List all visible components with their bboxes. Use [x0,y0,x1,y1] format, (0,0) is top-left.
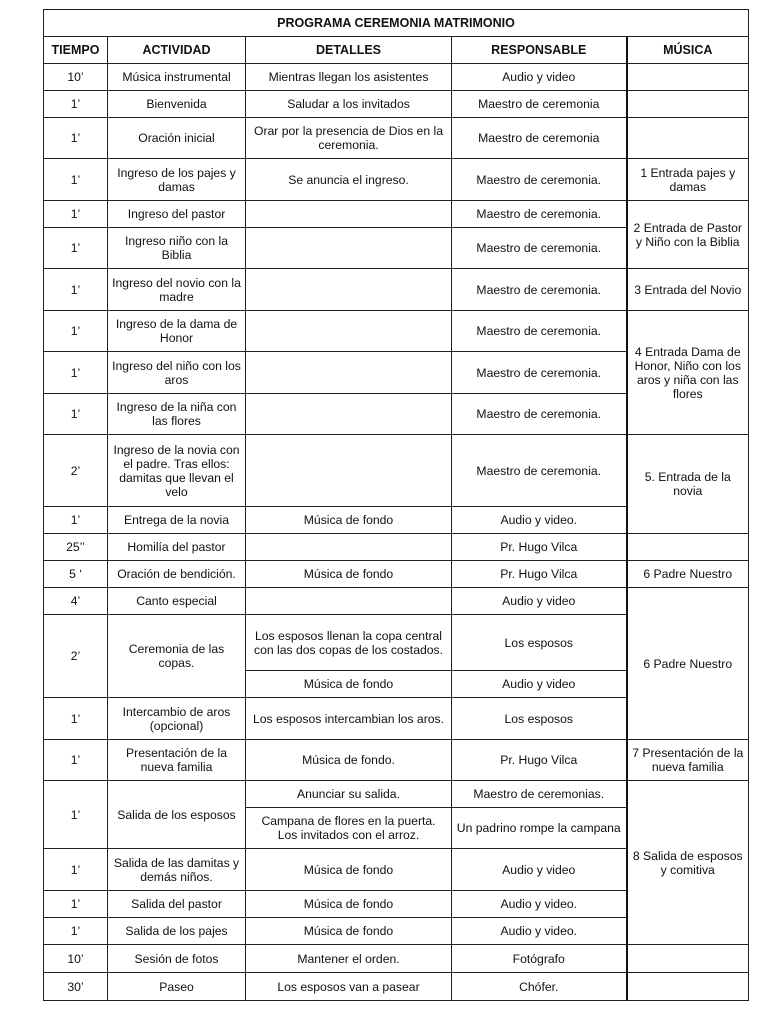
cell-responsable: Maestro de ceremonia. [452,269,627,311]
cell-detalles [246,228,452,269]
cell-musica: 6 Padre Nuestro [627,588,749,740]
cell-actividad: Ingreso del pastor [108,201,246,228]
table-row [44,201,749,228]
cell-detalles: Música de fondo [246,671,452,698]
cell-actividad: Ingreso de la novia con el padre. Tras ellos: damitas que llevan el velo [108,435,246,507]
cell-tiempo: 1’ [44,352,108,394]
cell-actividad: Intercambio de aros (opcional) [108,698,246,740]
table-row [44,91,749,118]
cell-actividad: Ingreso del niño con los aros [108,352,246,394]
cell-responsable: Audio y video [452,64,627,91]
cell-actividad: Ingreso de los pajes y damas [108,159,246,201]
header-detalles: DETALLES [246,37,452,64]
cell-musica: 4 Entrada Dama de Honor, Niño con los aros y niña con las flores [627,311,749,435]
cell-detalles [246,201,452,228]
cell-detalles [246,534,452,561]
table-row [44,781,749,808]
cell-responsable: Audio y video [452,849,627,891]
cell-responsable: Audio y video [452,671,627,698]
cell-tiempo: 30’ [44,973,108,1001]
cell-responsable: Maestro de ceremonia [452,118,627,159]
cell-responsable: Chófer. [452,973,627,1001]
header-musica: MÚSICA [627,37,749,64]
cell-musica [627,534,749,561]
cell-tiempo: 1’ [44,781,108,849]
cell-musica: 6 Padre Nuestro [627,561,749,588]
cell-actividad: Salida de los pajes [108,918,246,945]
table-row [44,64,749,91]
cell-responsable: Pr. Hugo Vilca [452,740,627,781]
cell-detalles: Orar por la presencia de Dios en la ceremonia. [246,118,452,159]
cell-detalles [246,311,452,352]
cell-detalles [246,394,452,435]
cell-responsable: Audio y video. [452,918,627,945]
cell-musica [627,118,749,159]
cell-detalles: Los esposos van a pasear [246,973,452,1001]
cell-tiempo: 1’ [44,849,108,891]
cell-detalles: Mientras llegan los asistentes [246,64,452,91]
cell-detalles: Los esposos intercambian los aros. [246,698,452,740]
cell-actividad: Ingreso de la dama de Honor [108,311,246,352]
table-row [44,561,749,588]
cell-detalles: Música de fondo [246,507,452,534]
cell-actividad: Homilía del pastor [108,534,246,561]
cell-detalles: Saludar a los invitados [246,91,452,118]
table-row [44,311,749,352]
cell-detalles: Los esposos llenan la copa central con las dos copas de los costados. [246,615,452,671]
table-title: PROGRAMA CEREMONIA MATRIMONIO [44,10,749,37]
cell-actividad: Sesión de fotos [108,945,246,973]
cell-actividad: Presentación de la nueva familia [108,740,246,781]
cell-musica: 1 Entrada pajes y damas [627,159,749,201]
table-row [44,118,749,159]
cell-musica [627,64,749,91]
cell-tiempo: 1’ [44,91,108,118]
cell-musica: 8 Salida de esposos y comitiva [627,781,749,945]
table-row [44,588,749,615]
cell-actividad: Paseo [108,973,246,1001]
cell-actividad: Oración inicial [108,118,246,159]
cell-musica: 7 Presentación de la nueva familia [627,740,749,781]
cell-responsable: Pr. Hugo Vilca [452,534,627,561]
cell-responsable: Pr. Hugo Vilca [452,561,627,588]
cell-tiempo: 1’ [44,918,108,945]
cell-responsable: Audio y video. [452,507,627,534]
cell-responsable: Fotógrafo [452,945,627,973]
cell-detalles: Se anuncia el ingreso. [246,159,452,201]
cell-tiempo: 2’ [44,435,108,507]
cell-musica: 5. Entrada de la novia [627,435,749,534]
cell-detalles: Campana de flores en la puerta. Los invitados con el arroz. [246,808,452,849]
cell-responsable: Maestro de ceremonia. [452,435,627,507]
table-row [44,159,749,201]
cell-musica [627,973,749,1001]
cell-detalles: Música de fondo [246,561,452,588]
cell-tiempo: 1’ [44,118,108,159]
table-row [44,973,749,1001]
cell-detalles [246,435,452,507]
cell-responsable: Audio y video [452,588,627,615]
cell-tiempo: 4’ [44,588,108,615]
cell-tiempo: 1’ [44,891,108,918]
cell-actividad: Entrega de la novia [108,507,246,534]
cell-tiempo: 1’ [44,698,108,740]
cell-responsable: Maestro de ceremonia. [452,352,627,394]
cell-musica: 3 Entrada del Novio [627,269,749,311]
cell-responsable: Audio y video. [452,891,627,918]
header-actividad: ACTIVIDAD [108,37,246,64]
cell-responsable: Maestro de ceremonia. [452,311,627,352]
cell-detalles: Música de fondo [246,849,452,891]
cell-musica [627,91,749,118]
cell-detalles: Música de fondo [246,918,452,945]
table-row [44,945,749,973]
cell-tiempo: 10’ [44,945,108,973]
cell-actividad: Salida de las damitas y demás niños. [108,849,246,891]
table-row [44,534,749,561]
cell-detalles [246,588,452,615]
cell-tiempo: 10’ [44,64,108,91]
header-responsable: RESPONSABLE [452,37,627,64]
table-row [44,740,749,781]
cell-actividad: Ingreso niño con la Biblia [108,228,246,269]
cell-responsable: Maestro de ceremonia [452,91,627,118]
cell-responsable: Un padrino rompe la campana [452,808,627,849]
cell-actividad: Salida de los esposos [108,781,246,849]
cell-detalles [246,269,452,311]
cell-responsable: Maestro de ceremonia. [452,228,627,269]
cell-tiempo: 1’ [44,394,108,435]
cell-tiempo: 1’ [44,159,108,201]
cell-actividad: Ingreso de la niña con las flores [108,394,246,435]
header-tiempo: TIEMPO [44,37,108,64]
cell-responsable: Maestro de ceremonias. [452,781,627,808]
cell-tiempo: 1’ [44,201,108,228]
cell-tiempo: 1’ [44,228,108,269]
cell-tiempo: 25’’ [44,534,108,561]
cell-actividad: Ceremonia de las copas. [108,615,246,698]
cell-actividad: Bienvenida [108,91,246,118]
cell-responsable: Maestro de ceremonia. [452,159,627,201]
cell-responsable: Maestro de ceremonia. [452,394,627,435]
cell-detalles: Música de fondo. [246,740,452,781]
cell-actividad: Ingreso del novio con la madre [108,269,246,311]
cell-musica [627,945,749,973]
cell-musica: 2 Entrada de Pastor y Niño con la Biblia [627,201,749,269]
cell-actividad: Salida del pastor [108,891,246,918]
cell-tiempo: 1’ [44,507,108,534]
cell-actividad: Música instrumental [108,64,246,91]
cell-tiempo: 1’ [44,269,108,311]
cell-actividad: Oración de bendición. [108,561,246,588]
cell-tiempo: 1’ [44,740,108,781]
cell-detalles: Música de fondo [246,891,452,918]
table-row [44,269,749,311]
cell-actividad: Canto especial [108,588,246,615]
cell-detalles: Anunciar su salida. [246,781,452,808]
cell-responsable: Maestro de ceremonia. [452,201,627,228]
ceremony-program-table [43,9,749,1001]
cell-tiempo: 2’ [44,615,108,698]
cell-detalles [246,352,452,394]
cell-tiempo: 5 ‘ [44,561,108,588]
cell-tiempo: 1’ [44,311,108,352]
cell-responsable: Los esposos [452,698,627,740]
cell-responsable: Los esposos [452,615,627,671]
table-row [44,435,749,507]
cell-detalles: Mantener el orden. [246,945,452,973]
